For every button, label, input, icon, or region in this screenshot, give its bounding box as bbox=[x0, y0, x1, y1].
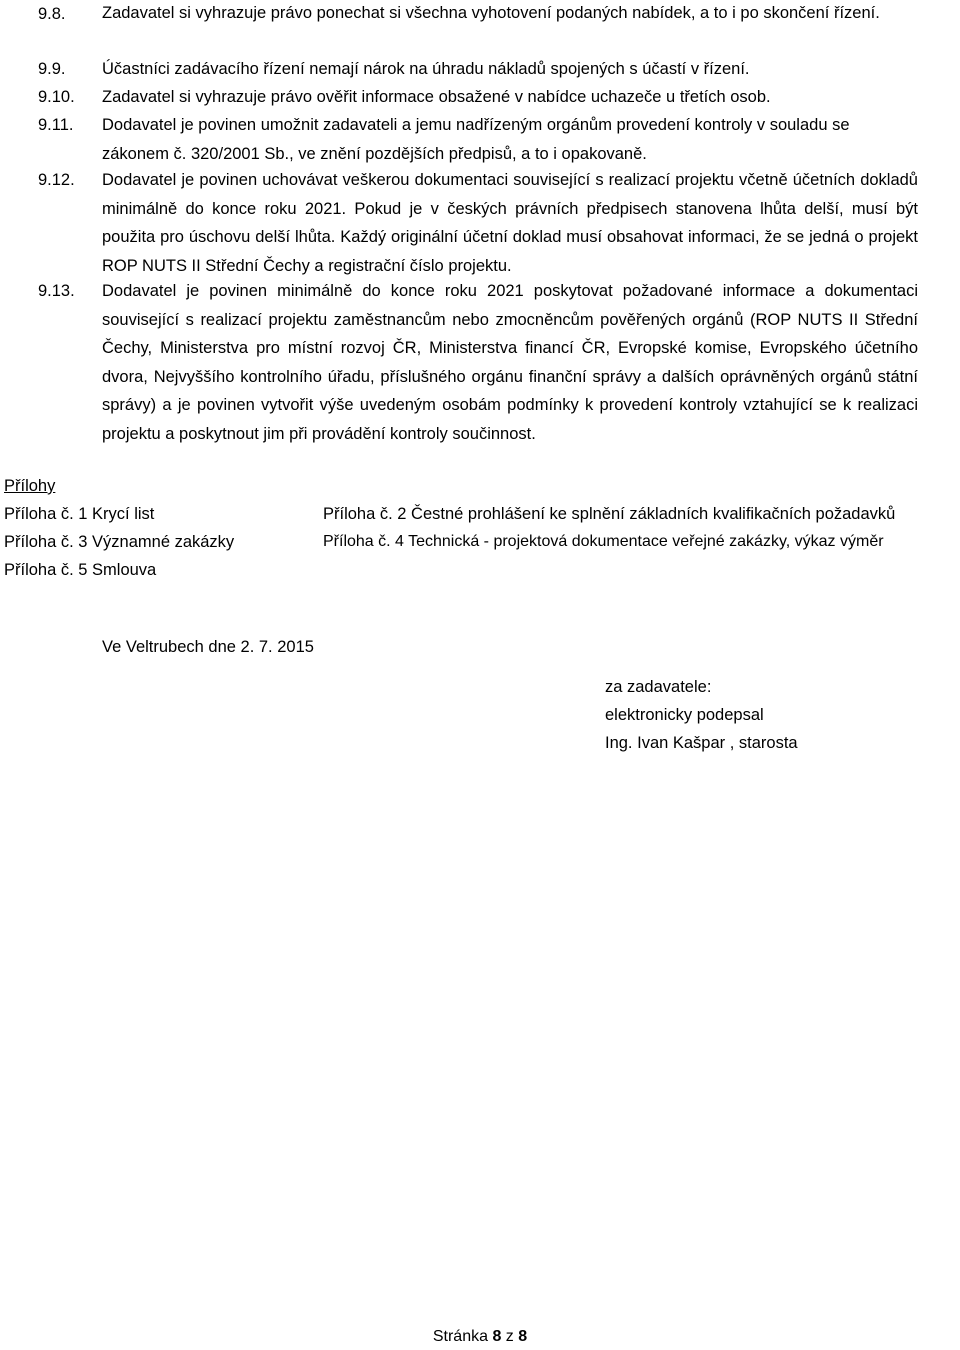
attachment-item: Příloha č. 4 Technická - projektová dokumentace veřejné zakázky, výkaz výměr bbox=[323, 533, 884, 550]
clause-number: 9.12. bbox=[38, 171, 75, 189]
signature-line-2: elektronicky podepsal bbox=[605, 706, 764, 724]
footer-prefix: Stránka bbox=[432, 1328, 488, 1345]
clause-number: 9.11. bbox=[38, 116, 74, 134]
clause-text: Zadavatel si vyhrazuje právo ověřit informace obsažené v nabídce uchazeče u třetích osob. bbox=[102, 88, 771, 106]
attachment-item: Příloha č. 2 Čestné prohlášení ke splnění základních kvalifikačních požadavků bbox=[323, 505, 896, 523]
clause-number: 9.13. bbox=[38, 282, 75, 300]
clause-number: 9.10. bbox=[38, 88, 75, 106]
clause-text: Dodavatel je povinen umožnit zadavateli a jemu nadřízeným orgánům provedení kontroly v souladu se zákonem č. 320/2001 Sb., ve znění pozdějších předpisů, a to i opakovaně. bbox=[102, 116, 850, 163]
signature-line-1: za zadavatele: bbox=[605, 678, 712, 696]
clause-text: Dodavatel je povinen minimálně do konce roku 2021 poskytovat požadované informace a dokumentaci související s realizací projektu zaměstnancům nebo zmocněncům pověřených orgánů (ROP NUTS II Střední Čechy, Ministerstva pro místní rozvoj ČR, Ministerstva financí ČR, Evropské komise, Evropského účetního dvora, Nejvyššího kontrolního úřadu, příslušného orgánu finanční správy a dalších oprávněných orgánů státní správy) a je povinen vytvořit výše uvedeným osobám podmínky k provedení kontroly vztahující se k realizaci projektu a poskytnout jim při provádění kontroly součinnost. bbox=[102, 282, 918, 443]
clause-text: Dodavatel je povinen uchovávat veškerou dokumentaci související s realizací projektu včetně účetních dokladů minimálně do konce roku 2021. Pokud je v českých právních předpisech stanovena lhůta delší, musí být použita pro úschovu delší lhůta. Každý originální účetní doklad musí obsahovat informaci, že se jedná o projekt ROP NUTS II Střední Čechy a registrační číslo projektu. bbox=[102, 171, 918, 275]
footer-total-pages: 8 bbox=[518, 1328, 528, 1345]
place-date: Ve Veltrubech dne 2. 7. 2015 bbox=[102, 638, 314, 656]
attachment-item: Příloha č. 5 Smlouva bbox=[4, 561, 157, 579]
attachments-heading: Přílohy bbox=[4, 477, 56, 495]
signature-line-3: Ing. Ivan Kašpar , starosta bbox=[605, 734, 798, 752]
footer-middle: z bbox=[505, 1328, 514, 1345]
clause-text: Zadavatel si vyhrazuje právo ponechat si všechna vyhotovení podaných nabídek, a to i po skončení řízení. bbox=[102, 4, 880, 22]
footer-page-number: 8 bbox=[492, 1328, 502, 1345]
attachment-item: Příloha č. 3 Významné zakázky bbox=[4, 533, 235, 551]
clause-text: Účastníci zadávacího řízení nemají nárok na úhradu nákladů spojených s účastí v řízení. bbox=[102, 60, 750, 78]
clause-number: 9.8. bbox=[38, 5, 66, 23]
page-footer bbox=[0, 1328, 960, 1346]
clause-number: 9.9. bbox=[38, 60, 66, 78]
attachment-item: Příloha č. 1 Krycí list bbox=[4, 505, 155, 523]
